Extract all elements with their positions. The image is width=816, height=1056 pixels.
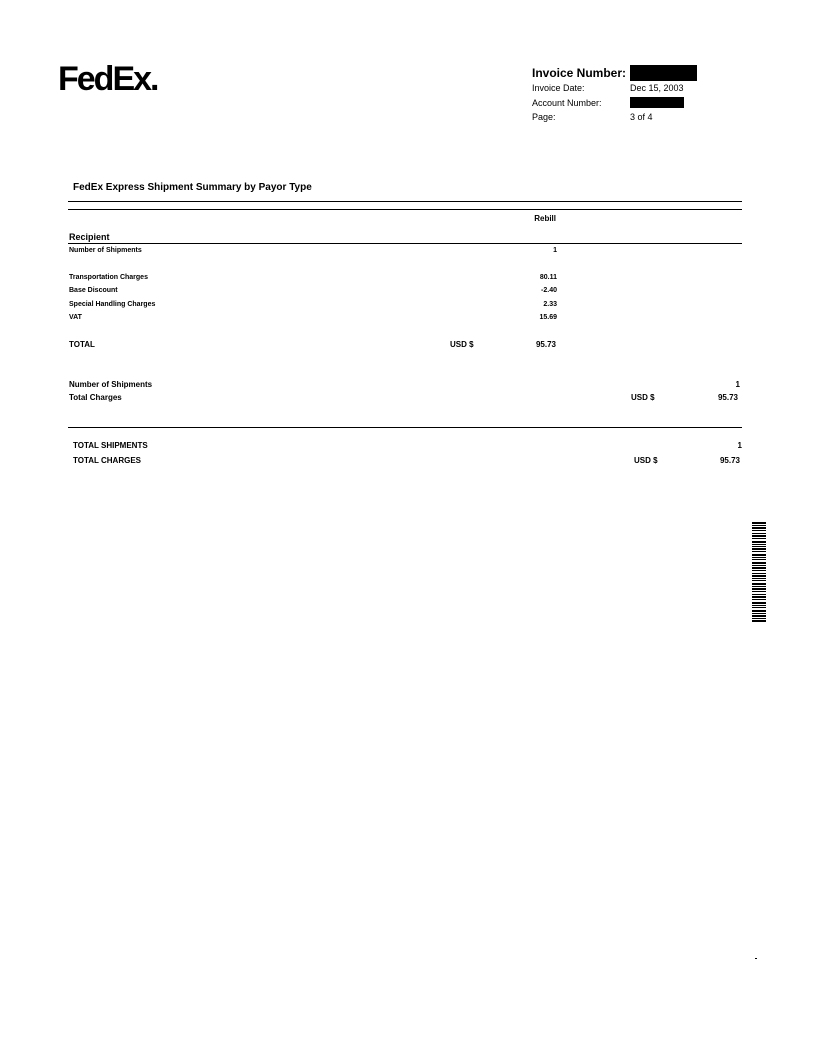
row-value: 1 (553, 247, 557, 254)
invoice-date-value: Dec 15, 2003 (630, 83, 684, 93)
row-label: Number of Shipments (69, 247, 142, 254)
account-number-redacted (630, 97, 684, 108)
barcode-icon (752, 522, 766, 622)
total-currency: USD $ (450, 340, 474, 349)
row-label: Transportation Charges (69, 274, 148, 281)
payor-shipments-label: Number of Shipments (69, 380, 153, 389)
row-value: 2.33 (543, 301, 557, 308)
payor-charges-value: 95.73 (717, 393, 738, 402)
grand-shipments-value: 1 (737, 441, 742, 450)
row-value: 80.11 (539, 274, 557, 281)
invoice-date-label: Invoice Date: (532, 83, 585, 93)
column-header-rebill: Rebill (534, 214, 556, 223)
row-value: 15.69 (539, 314, 557, 321)
grand-charges-value: 95.73 (719, 456, 740, 465)
fedex-logo-text: FedEx. (58, 60, 158, 98)
total-value: 95.73 (535, 340, 556, 349)
account-number-label: Account Number: (532, 98, 602, 108)
row-label: Special Handling Charges (69, 301, 156, 308)
payor-type-label: Recipient (69, 232, 110, 242)
page-mark (755, 958, 757, 959)
payor-shipments-value: 1 (735, 380, 740, 389)
divider (68, 209, 742, 210)
divider (68, 427, 742, 428)
summary-title: FedEx Express Shipment Summary by Payor Type (73, 182, 312, 193)
fedex-logo (58, 58, 168, 98)
payor-charges-currency: USD $ (631, 393, 655, 402)
payor-charges-label: Total Charges (69, 393, 122, 402)
row-label: VAT (69, 314, 82, 321)
row-label: Base Discount (69, 287, 118, 294)
divider (68, 201, 742, 202)
row-value: -2.40 (541, 287, 557, 294)
page-label: Page: (532, 112, 556, 122)
total-label: TOTAL (69, 340, 95, 349)
grand-charges-currency: USD $ (634, 456, 658, 465)
grand-charges-label: TOTAL CHARGES (73, 456, 142, 465)
invoice-number-redacted (630, 65, 697, 81)
divider (68, 243, 742, 244)
page-value: 3 of 4 (630, 112, 653, 122)
grand-shipments-label: TOTAL SHIPMENTS (73, 441, 148, 450)
invoice-number-label: Invoice Number: (532, 66, 627, 80)
